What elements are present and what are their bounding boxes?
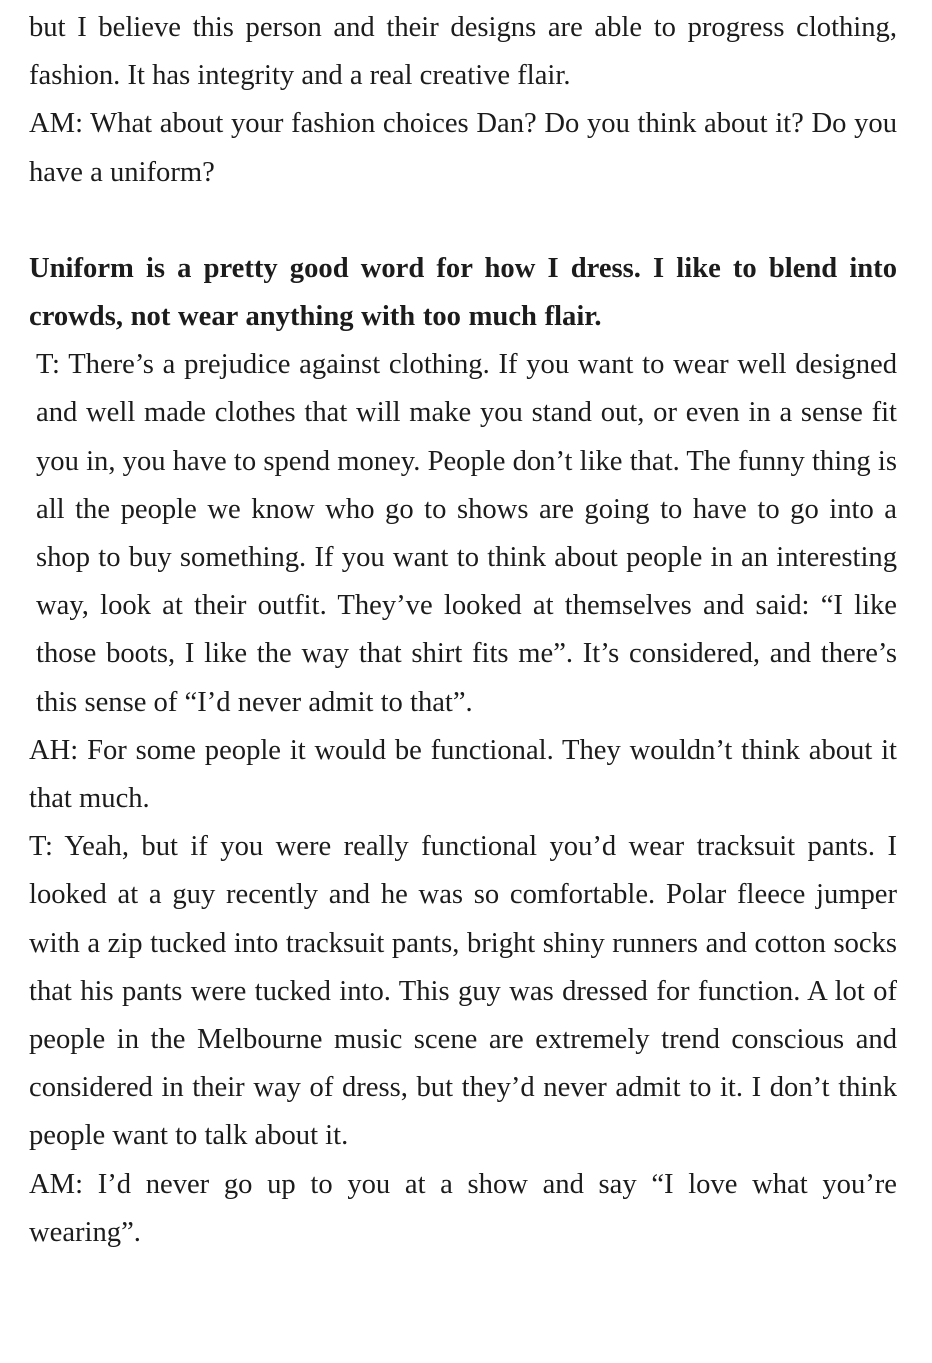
document-page	[29, 4, 897, 1359]
paragraph-continued-text: but I believe this person and their designs are able to progress clothing, fashion. It has integrity and a real creative flair.	[29, 12, 897, 92]
paragraph-am-love-what-wearing: AM: I’d never go up to you at a show and say “I love what you’re wearing”.	[29, 1168, 897, 1248]
paragraph-t-tracksuit: T: Yeah, but if you were really functional you’d wear tracksuit pants. I looked at a guy recently and he was so comfortable. Polar fleece jumper with a zip tucked into tracksuit pants, bright shiny runners and cotton socks that his pants were tucked into. This guy was dressed for function. A lot of people in the Melbourne music scene are extremely trend conscious and considered in their way of dress, but they’d never admit to it. I don’t think people want to talk about it.	[29, 831, 897, 1152]
paragraph-dan-answer-bold: Uniform is a pretty good word for how I dress. I like to blend into crowds, not wear anything with too much flair.	[29, 252, 897, 333]
paragraph-t-prejudice-clothing: T: There’s a prejudice against clothing. If you want to wear well designed and well made clothes that will make you stand out, or even in a sense fit you in, you have to spend money. People don’t like that. The funny thing is all the people we know who go to shows are going to have to go into a shop to buy something. If you want to think about people in an interesting way, look at their outfit. They’ve looked at themselves and said: “I like those boots, I like the way that shirt fits me”. It’s considered, and there’s this sense of “I’d never admit to that”.	[36, 349, 897, 718]
paragraph-ah-functional: AH: For some people it would be functional. They wouldn’t think about it that much.	[29, 734, 897, 815]
paragraph-am-question-uniform: AM: What about your fashion choices Dan? Do you think about it? Do you have a uniform?	[29, 108, 897, 188]
